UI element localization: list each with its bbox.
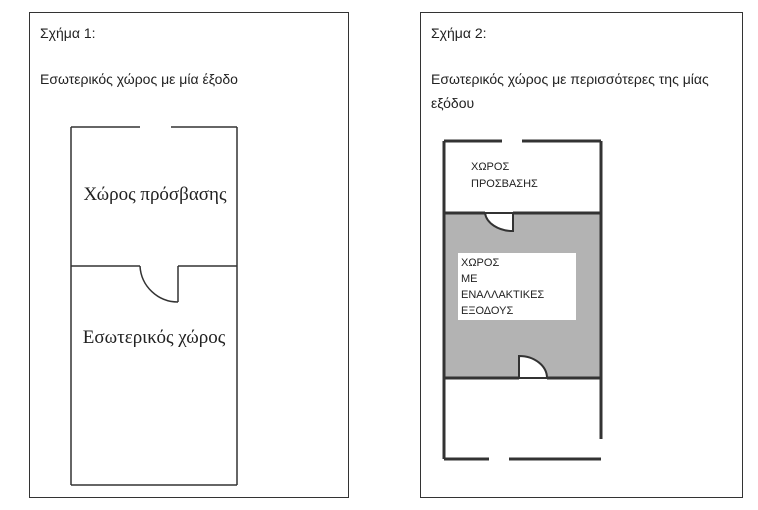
- figure-1-floor-plan: [30, 13, 350, 499]
- figure-1-panel: [29, 12, 349, 498]
- f2-middle-room-label-2: ΜΕ: [461, 273, 478, 285]
- figure-2-label: Σχήμα 2:: [431, 25, 487, 41]
- f1-upper-room-label: Χώρος πρόσβασης: [83, 184, 227, 205]
- figure-2-panel: [420, 12, 743, 498]
- f2-middle-room-label-1: ΧΩΡΟΣ: [461, 257, 500, 269]
- figure-2-floor-plan: [421, 13, 744, 499]
- figure-1-label: Σχήμα 1:: [40, 25, 96, 41]
- f2-middle-room-label-4: ΕΞΟΔΟΥΣ: [461, 305, 514, 317]
- figure-1-caption: Εσωτερικός χώρος με μία έξοδο: [40, 71, 238, 87]
- f2-middle-room-label-3: ΕΝΑΛΛΑΚΤΙΚΕΣ: [461, 289, 545, 301]
- f2-top-room-label-1: ΧΩΡΟΣ: [471, 161, 510, 173]
- f2-top-room-label-2: ΠΡΟΣΒΑΣΗΣ: [471, 178, 538, 190]
- figure-2-caption: Εσωτερικός χώρος με περισσότερες της μίας εξόδου: [431, 71, 709, 111]
- f1-door-swing: [140, 266, 178, 302]
- f1-lower-room-label: Εσωτερικός χώρος: [82, 327, 226, 348]
